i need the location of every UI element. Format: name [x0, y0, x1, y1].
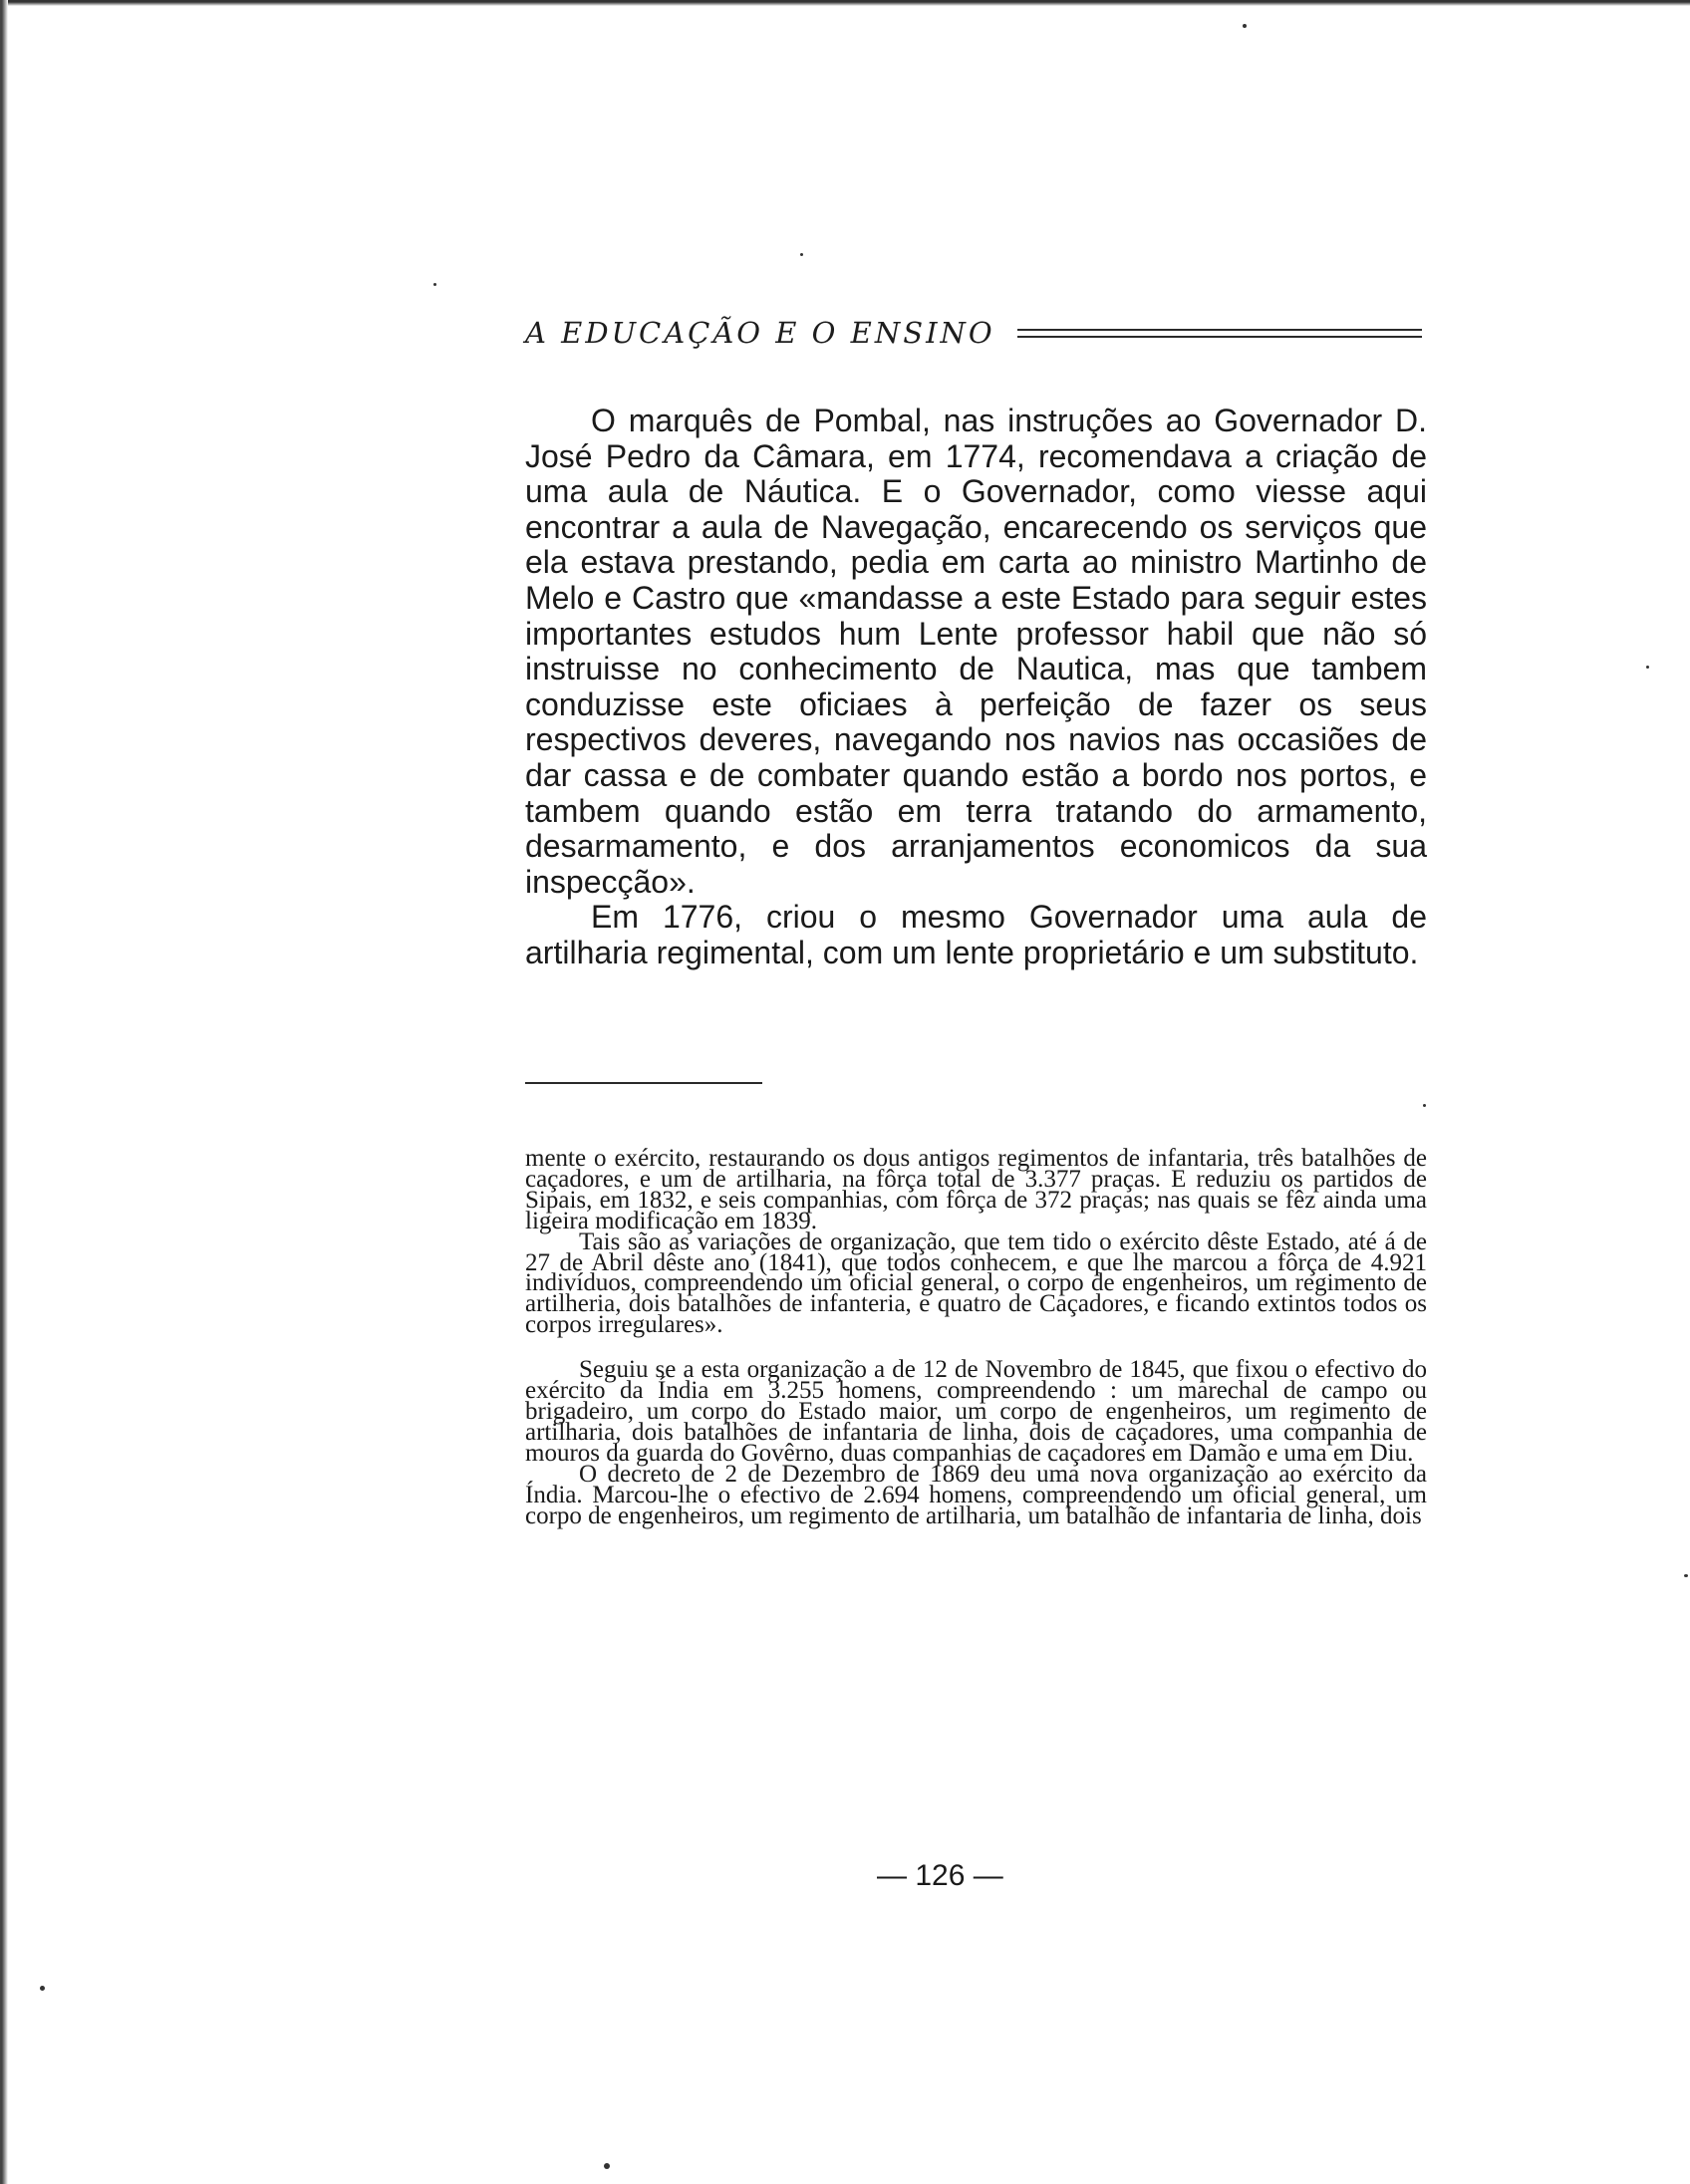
scan-speck: [1243, 24, 1247, 28]
footnote-paragraph: mente o exército, restaurando os dous antigos regimentos de infantaria, três batalhões de caçadores, e um de artilharia, na fôrça total de 3.377 praças. E reduziu os partidos de Sipais, em 1832, e seis companhias, com fôrça de 372 praças; nas quais se fêz ainda uma ligeira modificação em 1839.: [525, 1145, 1427, 1234]
footnote-divider: [525, 1082, 762, 1084]
footnote-paragraph: O decreto de 2 de Dezembro de 1869 deu uma nova organização ao exército da Índia. Marcou-lhe o efectivo de 2.694 homens, compreendendo um oficial general, um corpo de engenheiros, um regimento de artilharia, um batalhão de infantaria de linha, dois: [525, 1460, 1427, 1529]
scan-speck: [1684, 1574, 1688, 1577]
main-paragraph: O marquês de Pombal, nas instruções ao Governador D. José Pedro da Câmara, em 1774, recomendava a criação de uma aula de Náutica. E o Governador, como viesse aqui encontrar a aula de Navegação, encarecendo os serviços que ela estava prestando, pedia em carta ao ministro Martinho de Melo e Castro que «mandasse a este Estado para seguir estes importantes estudos hum Lente professor habil que não só instruisse no conhecimento de Nautica, mas que tambem conduzisse este oficiaes à perfeição de fazer os seus respectivos deveres, navegando nos navios nas occasiões de dar cassa e de combater quando estão a bordo nos portos, e tambem quando estão em terra tratando do armamento, desarmamento, e dos arranjamentos economicos da sua inspecção».: [525, 403, 1427, 900]
main-text: [525, 404, 1427, 971]
header-double-rule: [1017, 329, 1422, 338]
scan-speck: [1423, 1104, 1426, 1107]
scan-speck: [40, 1986, 45, 1991]
page-number: — 126 —: [877, 1859, 1003, 1892]
scan-speck: [604, 2163, 610, 2169]
main-paragraph: Em 1776, criou o mesmo Governador uma aula de artilharia regimental, com um lente proprietário e um substituto.: [525, 899, 1427, 970]
footnote-paragraph: Seguiu se a esta organização a de 12 de Novembro de 1845, que fixou o efectivo do exército da Índia em 3.255 homens, compreendendo : um marechal de campo ou brigadeiro, um corpo do Estado maior, um corpo de engenheiros, um regimento de artilharia, dois batalhões de infantaria de linha, dois de caçadores, uma companhia de mouros da guarda do Govêrno, duas companhias de caçadores em Damão e uma em Diu.: [525, 1356, 1427, 1467]
scan-top-edge: [0, 0, 1690, 6]
scan-speck: [800, 253, 803, 256]
header-title: A EDUCAÇÃO E O ENSINO: [525, 316, 995, 350]
scan-speck: [433, 283, 436, 286]
scan-left-edge: [0, 0, 8, 2184]
scan-speck: [1646, 666, 1649, 669]
footnote-paragraph: Tais são as variações de organização, que tem tido o exército dêste Estado, até á de 27 de Abril dêste ano (1841), que todos conhecem, e que lhe marcou a fôrça de 4.921 indivíduos, compreendendo um oficial general, o corpo de engenheiros, um regimento de artilheria, dois batalhões de infanteria, e quatro de Caçadores, e ficando extintos todos os corpos irregulares».: [525, 1228, 1427, 1339]
footnote-text: [525, 1145, 1427, 1529]
running-header: [525, 311, 1422, 355]
